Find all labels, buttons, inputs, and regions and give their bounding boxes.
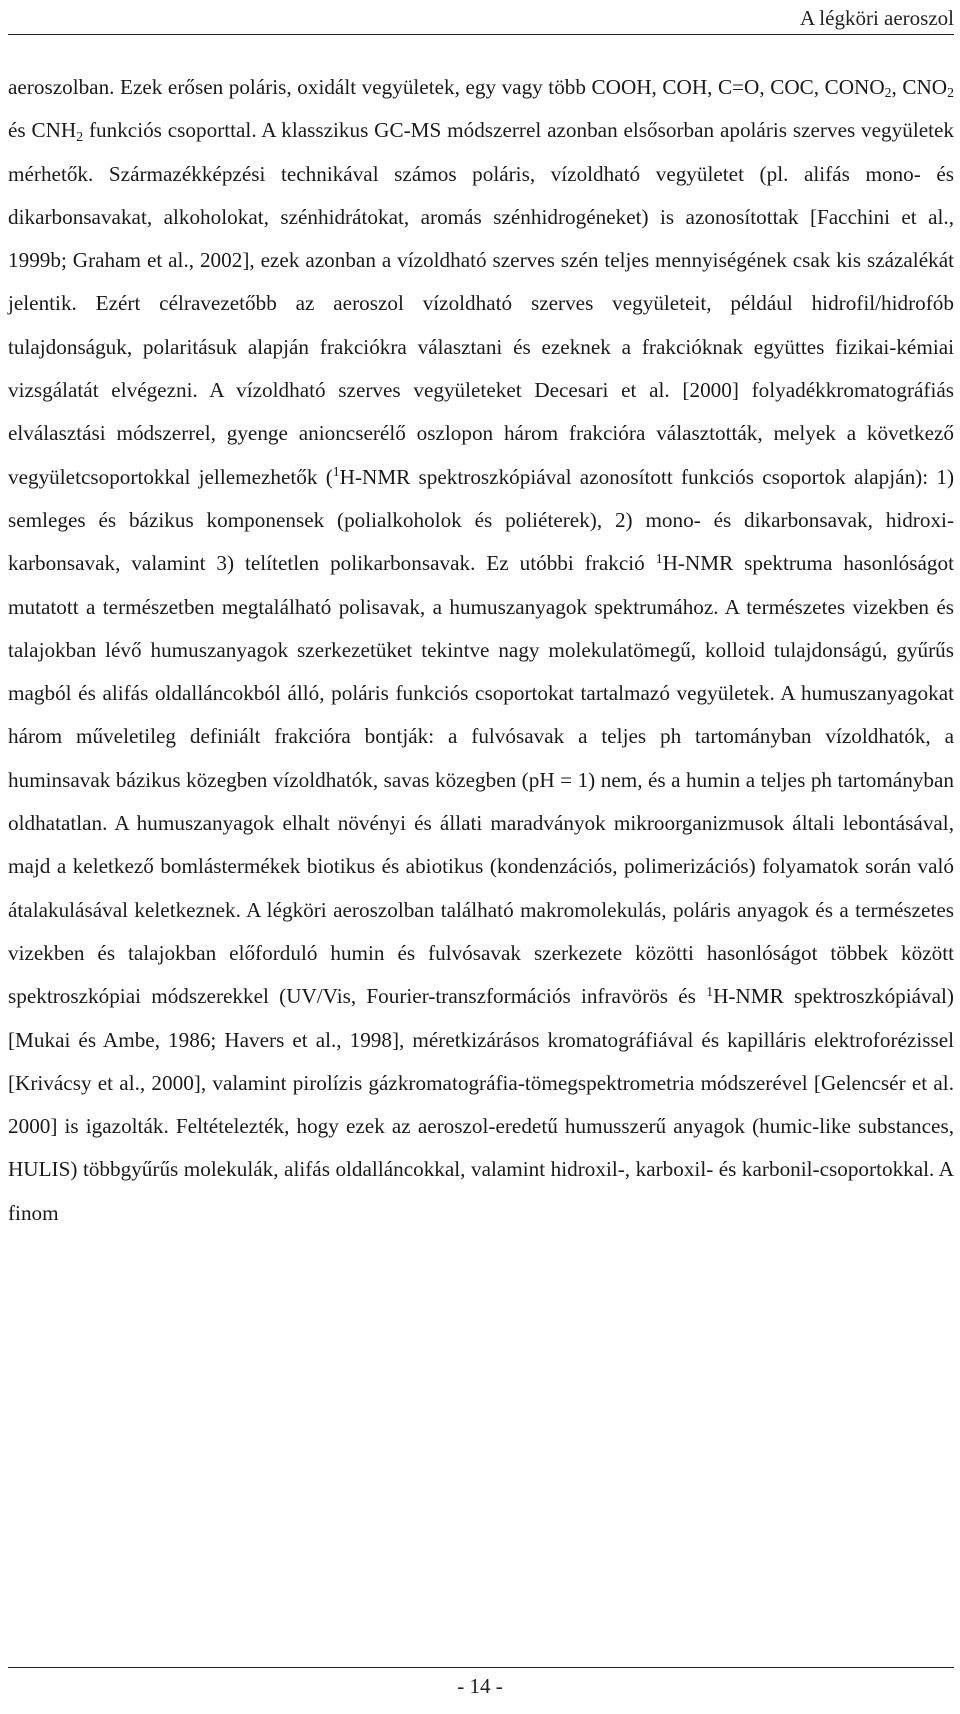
text-segment: aeroszolban. Ezek erősen poláris, oxidált vegyületek, egy vagy több COOH, COH, C=O, COC, CONO [8,75,885,99]
text-segment: H-NMR spektroszkópiával) [Mukai és Ambe, 1986; Havers et al., 1998], méretkizárásos kromatográfiával és kapilláris elektroforézissel [Krivácsy et al., 2000], valamint pirolízis gázkromatográfia-tömegspektrometria módszerével [Gelencsér et al. 2000] is igazolták. Feltételezték, hogy ezek az aeroszol-eredetű humusszerű anyagok (humic-like substances, HULIS) többgyűrűs molekulák, alifás oldalláncokkal, valamint hidroxil-, karboxil- és karbonil-csoportokkal. A finom [8,984,954,1225]
superscript: 1 [706,983,714,999]
subscript: 2 [947,85,954,101]
text-segment: H-NMR spektruma hasonlóságot mutatott a természetben megtalálható polisavak, a humuszanyagok spektrumához. A természetes vizekben és talajokban lévő humuszanyagok szerkezetüket tekintve nagy molekulatömegű, kolloid tulajdonságú, gyűrűs magból és alifás oldalláncokból álló, poláris funkciós csoportokat tartalmazó vegyületek. A humuszanyagokat három műveletileg definiált frakcióra bontják: a fulvósavak a teljes ph tartományban vízoldhatók, a huminsavak bázikus közegben vízoldhatók, savas közegben (pH = 1) nem, és a humin a teljes ph tartományban oldhatatlan. A humuszanyagok elhalt növényi és állati maradványok mikroorganizmusok általi lebontásával, majd a keletkező bomlástermékek biotikus és abiotikus (kondenzációs, polimerizációs) folyamatok során való átalakulásával keletkeznek. A légköri aeroszolban található makromolekulás, poláris anyagok és a természetes vizekben és talajokban előforduló humin és fulvósavak szerkezete közötti hasonlóságot többek között spektroszkópiai módszerekkel (UV/Vis, Fourier-transzformációs infravörös és [8,551,954,1009]
superscript: 1 [332,464,340,480]
footer-divider [8,1667,954,1668]
text-segment: , CNO [891,75,948,99]
text-segment: és CNH [8,118,77,143]
running-title: A légköri aeroszol [800,6,954,30]
text-segment: H-NMR spektroszkópiával azonosított funkciós csoportok alapján): 1) semleges és bázikus komponensek (polialkoholok és poliéterek), 2) mono- és dikarbonsavak, hidroxi-karbonsavak, valamint 3) telítetlen polikarbonsavak. Ez utóbbi frakció [8,464,954,576]
body-paragraph [8,66,954,1235]
superscript: 1 [655,550,663,566]
subscript: 2 [884,85,892,101]
running-header [8,4,954,35]
page-number: - 14 - [457,1674,503,1698]
text-segment: funkciós csoporttal. A klasszikus GC-MS módszerrel azonban elsősorban apoláris szerves vegyületek mérhetők. Származékképzési technikával számos poláris, vízoldható vegyületet (pl. alifás mono- és dikarbonsavakat, alkoholokat, szénhidrátokat, aromás szénhidrogéneket) is azonosítottak [Facchini et al., 1999b; Graham et al., 2002], ezek azonban a vízoldható szerves szén teljes mennyiségének csak kis százalékát jelentik. Ezért célravezetőbb az aeroszol vízoldható szerves vegyületeit, például hidrofil/hidrofób tulajdonságuk, polaritásuk alapján frakciókra választani és ezeknek a frakcióknak együttes fizikai-kémiai vizsgálatát elvégezni. A vízoldható szerves vegyületeket Decesari et al. [2000] folyadékkromatográfiás elválasztási módszerrel, gyenge anioncserélő oszlopon három frakcióra választották, melyek a következő vegyületcsoportokkal jellemezhetők ( [8,118,955,489]
subscript: 2 [76,128,84,144]
